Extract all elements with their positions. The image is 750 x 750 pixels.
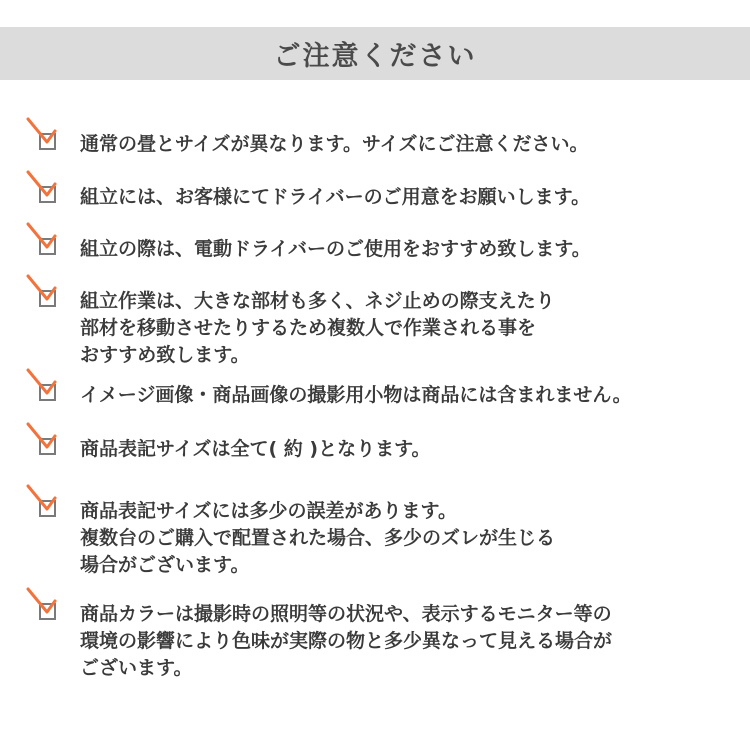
checkbox-check-icon xyxy=(26,117,62,153)
note-text: 商品表記サイズには多少の誤差があります。 複数台のご購入で配置された場合、多少のズレが生じる 場合がございます。 xyxy=(80,500,556,576)
page-title: ご注意ください xyxy=(273,41,477,72)
checkbox-check-icon xyxy=(26,587,62,623)
note-text: イメージ画像・商品画像の撮影用小物は商品には含まれません。 xyxy=(80,384,632,406)
header-band xyxy=(0,27,750,80)
checkbox-check-icon xyxy=(26,422,62,458)
note-text: 商品表記サイズは全て( 約 )となります。 xyxy=(80,438,431,460)
checkbox-check-icon xyxy=(26,484,62,520)
note-text: 組立には、お客様にてドライバーのご用意をお願いします。 xyxy=(80,186,591,208)
note-text: 商品カラーは撮影時の照明等の状況や、表示するモニター等の 環境の影響により色味が実際の物と多少異なって見える場合が ございます。 xyxy=(80,603,613,679)
checkbox-check-icon xyxy=(26,170,62,206)
checkbox-check-icon xyxy=(26,222,62,258)
checkbox-check-icon xyxy=(26,274,62,310)
note-text: 組立作業は、大きな部材も多く、ネジ止めの際支えたり 部材を移動させたりするため複数人で作業される事を おすすめ致します。 xyxy=(80,290,555,366)
note-text: 組立の際は、電動ドライバーのご使用をおすすめ致します。 xyxy=(80,238,591,260)
checkbox-check-icon xyxy=(26,368,62,404)
note-text: 通常の畳とサイズが異なります。サイズにご注意ください。 xyxy=(80,133,589,155)
